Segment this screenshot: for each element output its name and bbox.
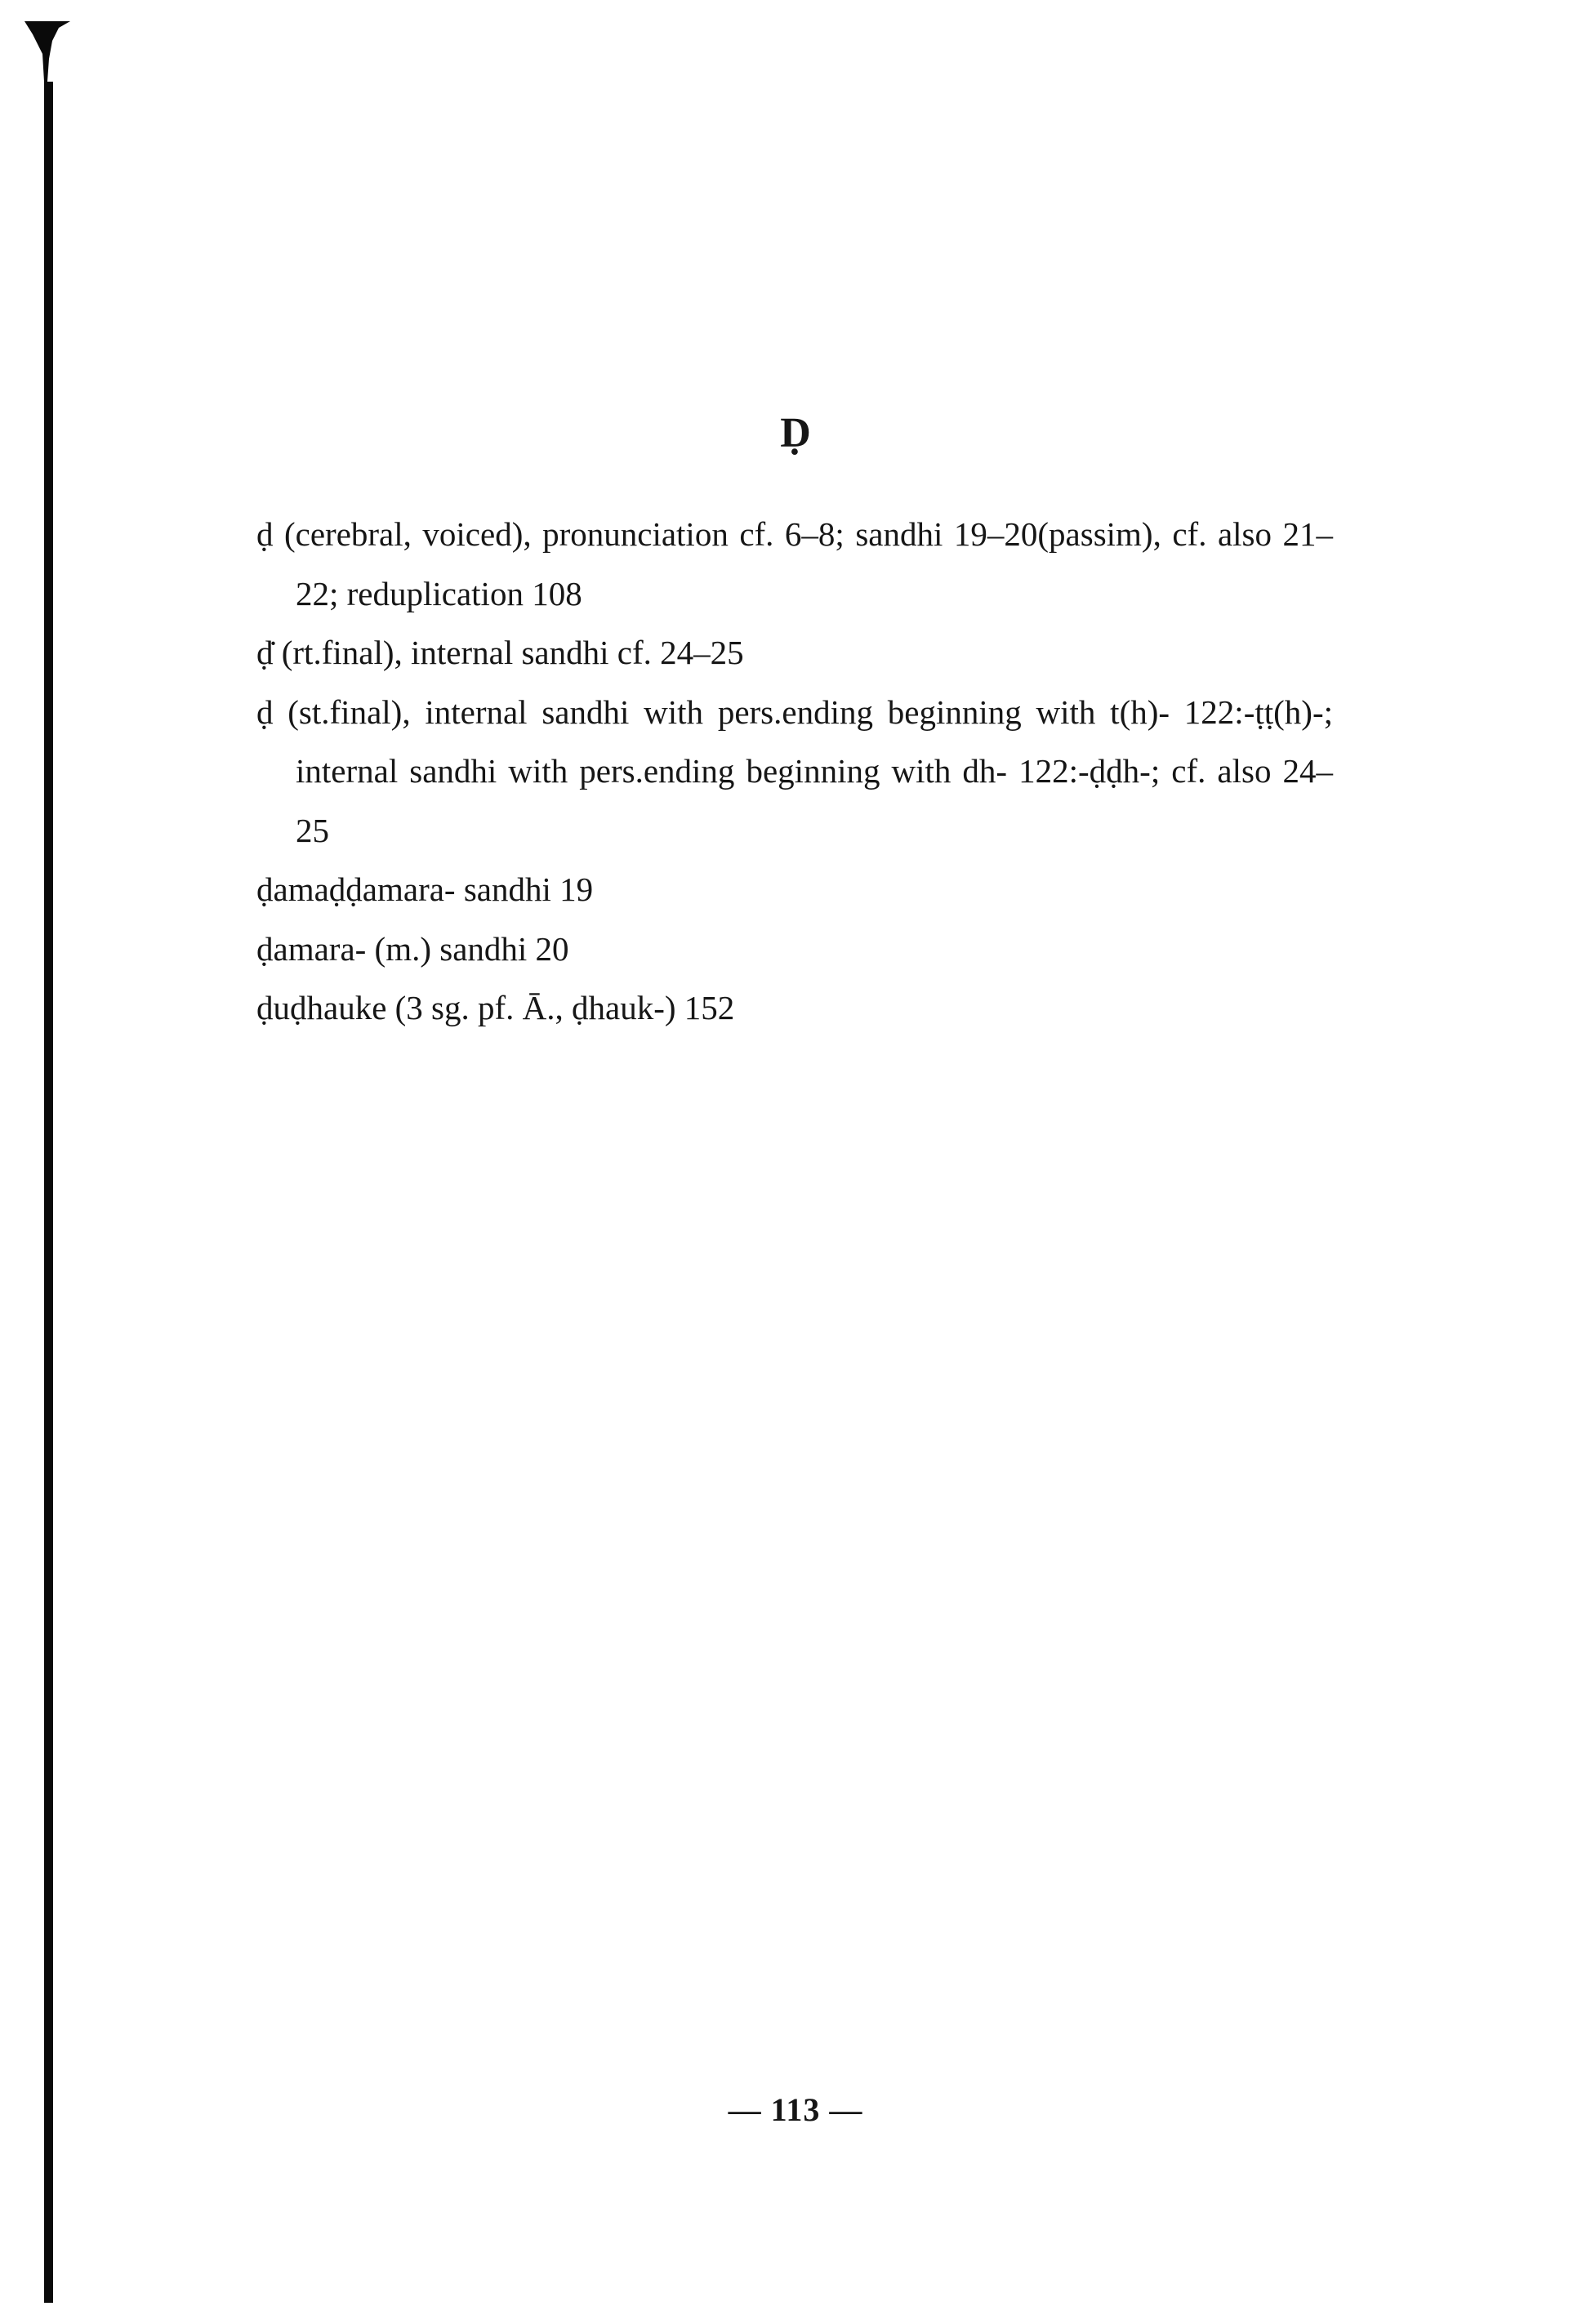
index-entry: ḍ̇ (rt.final), internal sandhi cf. 24–25: [256, 634, 744, 671]
page-number: — 113 —: [728, 2091, 863, 2128]
index-entry: ḍuḍhauke (3 sg. pf. Ā., ḍhauk-) 152: [256, 989, 735, 1026]
index-entry: ḍ (cerebral, voiced), pronunciation cf. 6–8; sandhi 19–20(passim), cf. also 21–22; reduplication 108: [256, 515, 1333, 612]
index-entries: [256, 505, 1333, 1038]
scan-binding-corner: [0, 21, 74, 99]
section-heading: Ḍ: [780, 410, 811, 456]
index-entry: ḍ (st.final), internal sandhi with pers.ending beginning with t(h)- 122:-ṭṭ(h)-; internal sandhi with pers.ending beginning with dh- 122:-ḍḍh-; cf. also 24–25: [256, 692, 1333, 849]
index-entry: ḍamaḍḍamara- sandhi 19: [256, 870, 594, 908]
index-entry: ḍamara- (m.) sandhi 20: [256, 929, 569, 968]
